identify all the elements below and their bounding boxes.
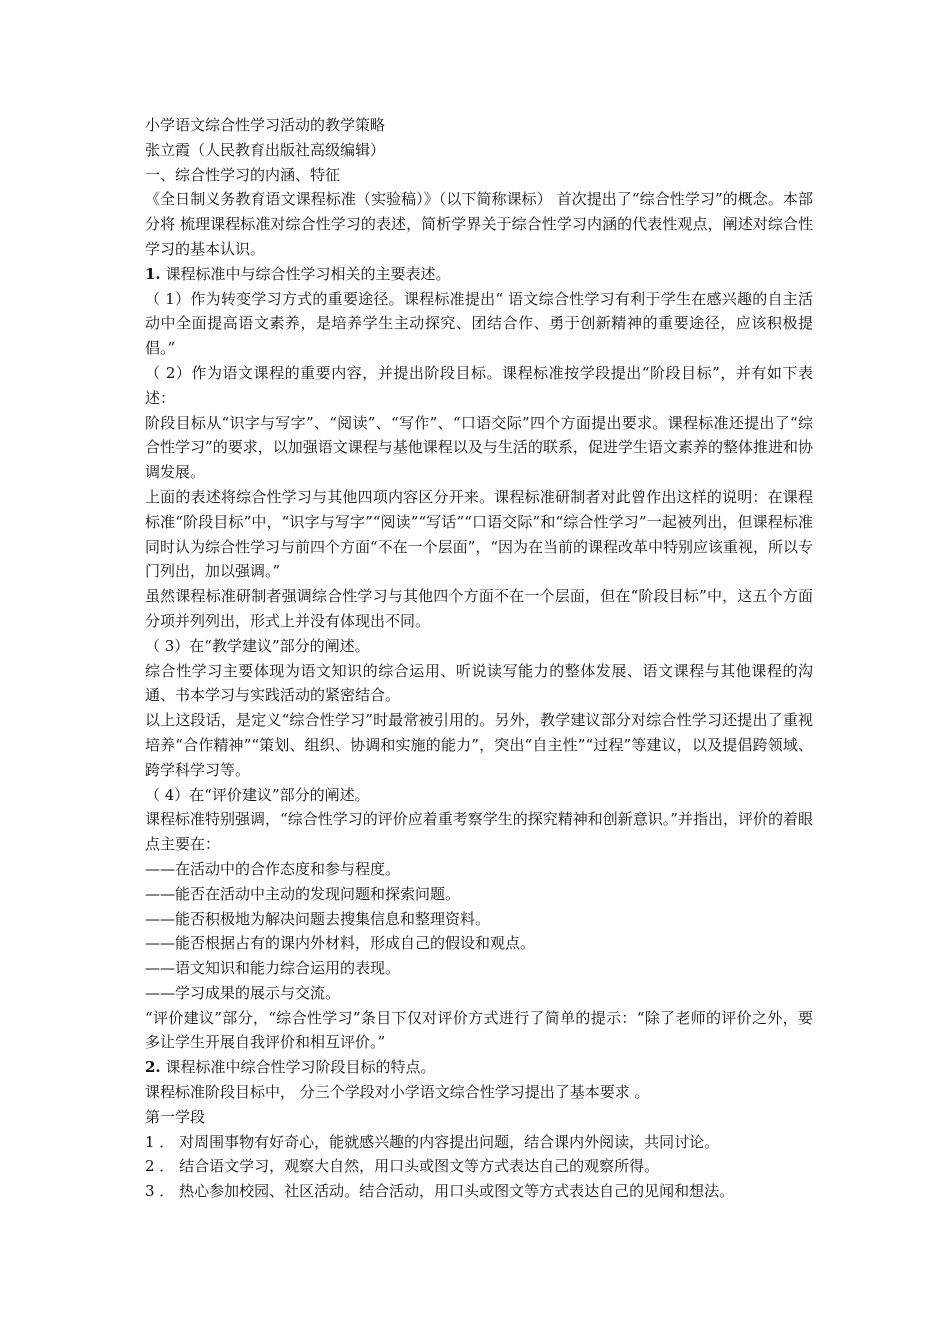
paragraph: 阶段目标从“识字与写字”、“阅读”、“写作”、“口语交际”四个方面提出要求。课程标准还提出了“综合性学习”的要求，以加强语文课程与基他课程以及与生活的联系，促进学生语文素养的整体推进和协调发展。 [145,413,813,482]
subheading-1-text: 课程标准中与综合性学习相关的主要表述。 [160,264,451,283]
subheading-1 [145,262,813,287]
subheading-2 [145,1055,813,1080]
paragraph: （ 3）在“教学建议”部分的阐述。 [145,636,370,655]
paragraph: （ 2）作为语文课程的重要内容，并提出阶段目标。课程标准按学段提出“阶段目标”，并有如下表述： [145,363,813,407]
paragraph: 以上这段话，是定义“综合性学习”时最常被引用的。另外，教学建议部分对综合性学习还提出了重视培养“合作精神”“策划、组织、协调和实施的能力”，突出“自主性”“过程”等建议，以及提倡跨领域、跨学科学习等。 [145,711,813,779]
paragraph: 上面的表述将综合性学习与其他四项内容区分开来。课程标准研制者对此曾作出这样的说明：在课程标准“阶段目标”中，“识字与写字”“阅读”“写话”“口语交际”和“综合性学习”一起被列出，但课程标准同时认为综合性学习与前四个方面“不在一个层面”，“因为在当前的课程改革中特别应该重视，所以专门列出，加以强调。” [145,487,814,581]
subheading-1-number: 1. [145,264,161,283]
paragraph: “评价建议”部分，“综合性学习”条目下仅对评价方式进行了简单的提示：“除了老师的评价之外，要多让学生开展自我评价和相互评价。” [145,1008,813,1052]
dash-item: ——学习成果的展示与交流。 [145,983,341,1002]
dash-item: ——在活动中的合作态度和参与程度。 [145,859,401,878]
doc-title: 小学语文综合性学习活动的教学策略 [145,116,386,134]
doc-author: 张立霞（人民教育出版社高级编辑） [145,140,386,159]
paragraph: 综合性学习主要体现为语文知识的综合运用、听说读写能力的整体发展、语文课程与其他课程的沟通、书本学习与实践活动的紧密结合。 [145,661,813,705]
paragraph: 课程标准阶段目标中， 分三个学段对小学语文综合性学习提出了基本要求 。 [145,1083,650,1102]
subheading-2-text: 课程标准中综合性学习阶段目标的特点。 [160,1058,436,1077]
paragraph: 课程标准特别强调，“综合性学习的评价应着重考察学生的探究精神和创新意识。”并指出，评价的着眼点主要在： [145,810,813,854]
numbered-item: 1 ． 对周围事物有好奇心，能就感兴趣的内容提出问题，结合课内外阅读，共同讨论。 [145,1132,720,1151]
paragraph: （ 1）作为转变学习方式的重要途径。课程标准提出“ 语文综合性学习有利于学生在感兴趣的自主活动中全面提高语文素养，是培养学生主动探究、团结合作、勇于创新精神的重要途径，应该积极提倡。” [145,289,813,358]
dash-item: ——能否积极地为解决问题去搜集信息和整理资料。 [145,909,491,928]
intro-paragraph: 《全日制义务教育语文课程标准（实验稿）》（以下简称课标） 首次提出了“综合性学习”的概念。本部分将 梳理课程标准对综合性学习的表述，简析学界关于综合性学习内涵的代表性观点，阐述对综合性学习的基本认识。 [145,190,813,258]
numbered-item: 2 ． 结合语文学习，观察大自然，用口头或图文等方式表达自己的观察所得。 [145,1157,660,1176]
paragraph: （ 4）在“评价建议”部分的阐述。 [145,785,370,804]
stage-heading: 第一学段 [145,1107,206,1126]
section-heading: 一、综合性学习的内涵、特征 [145,165,341,184]
document-body [145,113,813,1204]
dash-item: ——能否根据占有的课内外材料，形成自己的假设和观点。 [145,934,536,953]
dash-item: ——语文知识和能力综合运用的表现。 [145,959,401,978]
subheading-2-number: 2. [145,1058,161,1077]
numbered-item: 3 ． 热心参加校园、社区活动。结合活动，用口头或图文等方式表达自己的见闻和想法。 [145,1182,735,1201]
paragraph: 虽然课程标准研制者强调综合性学习与其他四个方面不在一个层面，但在“阶段目标”中，这五个方面分项并列列出，形式上并没有体现出不同。 [145,587,813,630]
dash-item: ——能否在活动中主动的发现问题和探索问题。 [145,884,461,903]
